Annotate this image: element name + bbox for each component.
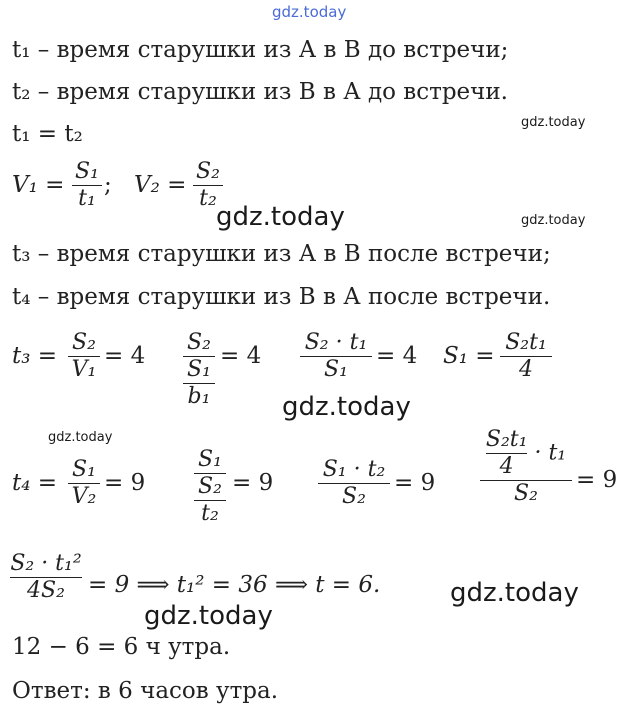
watermark-small-3: gdz.today (48, 430, 113, 445)
watermark-small-1: gdz.today (521, 115, 586, 130)
v1-numerator: S₁ (75, 159, 99, 184)
d-numerator: S₁ (198, 447, 222, 472)
a-inner-numerator: S₁ (187, 357, 211, 382)
nested-fraction-a (183, 331, 215, 409)
nested-fraction-d (194, 448, 226, 526)
d-inner-numerator: S₂ (198, 474, 222, 499)
a-numerator: S₂ (187, 330, 211, 355)
watermark-big-2: gdz.today (282, 392, 411, 422)
e-denominator: S₂ (342, 484, 366, 509)
watermark-big-4: gdz.today (144, 601, 273, 631)
watermark-small-2: gdz.today (521, 213, 586, 228)
answer-line: Ответ: в 6 часов утра. (12, 678, 279, 704)
t3-lhs: t₃ = (12, 343, 58, 369)
g-numerator: S₂ · t₁² (10, 551, 82, 576)
nested-fraction-f (480, 428, 572, 506)
t3-fraction (68, 331, 100, 382)
definition-t4: t₄ – время старушки из В в А после встречи. (12, 284, 551, 310)
f-rhs: = 9 (576, 467, 618, 493)
b-rhs: = 4 (376, 343, 418, 369)
v1-lhs: V₁ = (12, 172, 65, 198)
v2-numerator: S₂ (196, 159, 220, 184)
v1-fraction (72, 160, 102, 211)
f-numerator-tail: · t₁ (534, 440, 567, 466)
fraction-g (10, 552, 82, 603)
watermark-top: gdz.today (272, 3, 347, 21)
watermark-big-1: gdz.today (216, 202, 345, 232)
t4-rhs: = 9 (104, 470, 146, 496)
t3-denominator: V₁ (71, 357, 97, 382)
d-inner-denominator: t₂ (201, 501, 219, 526)
t4-fraction (68, 458, 100, 509)
v2-lhs: V₂ = (134, 172, 187, 198)
f-denominator: S₂ (514, 481, 538, 506)
definition-t1: t₁ – время старушки из А в В до встречи; (12, 37, 509, 63)
fraction-b (300, 331, 372, 382)
t4-denominator: V₂ (71, 484, 97, 509)
t3-rhs: = 4 (104, 343, 146, 369)
v2-denominator: t₂ (199, 186, 217, 211)
g-rhs: = 9 ⟹ t₁² = 36 ⟹ t = 6. (88, 572, 381, 598)
t3-numerator: S₂ (72, 330, 96, 355)
calculation-line: 12 − 6 = 6 ч утра. (12, 634, 231, 660)
t4-lhs: t₄ = (12, 470, 58, 496)
f-inner-numerator: S₂t₁ (485, 427, 528, 452)
b-numerator: S₂ · t₁ (304, 330, 368, 355)
a-rhs: = 4 (220, 343, 262, 369)
fraction-e (318, 458, 390, 509)
t4-numerator: S₁ (72, 457, 96, 482)
v2-fraction (193, 160, 223, 211)
f-numerator (480, 428, 572, 479)
f-inner-denominator: 4 (499, 454, 514, 479)
g-denominator: 4S₂ (27, 578, 65, 603)
s1-lhs: S₁ = (443, 343, 495, 369)
v1-denominator: t₁ (78, 186, 96, 211)
fraction-c (500, 331, 552, 382)
b-denominator: S₁ (324, 357, 348, 382)
v1-semicolon: ; (104, 172, 112, 198)
c-denominator: 4 (519, 357, 533, 382)
equation-t1-eq-t2: t₁ = t₂ (12, 121, 83, 147)
definition-t2: t₂ – время старушки из В в А до встречи. (12, 79, 508, 105)
c-numerator: S₂t₁ (505, 330, 547, 355)
d-rhs: = 9 (232, 470, 274, 496)
a-inner-denominator: b₁ (187, 384, 211, 409)
e-rhs: = 9 (394, 470, 436, 496)
watermark-big-3: gdz.today (450, 578, 579, 608)
e-numerator: S₁ · t₂ (322, 457, 386, 482)
definition-t3: t₃ – время старушки из А в В после встречи; (12, 241, 551, 267)
